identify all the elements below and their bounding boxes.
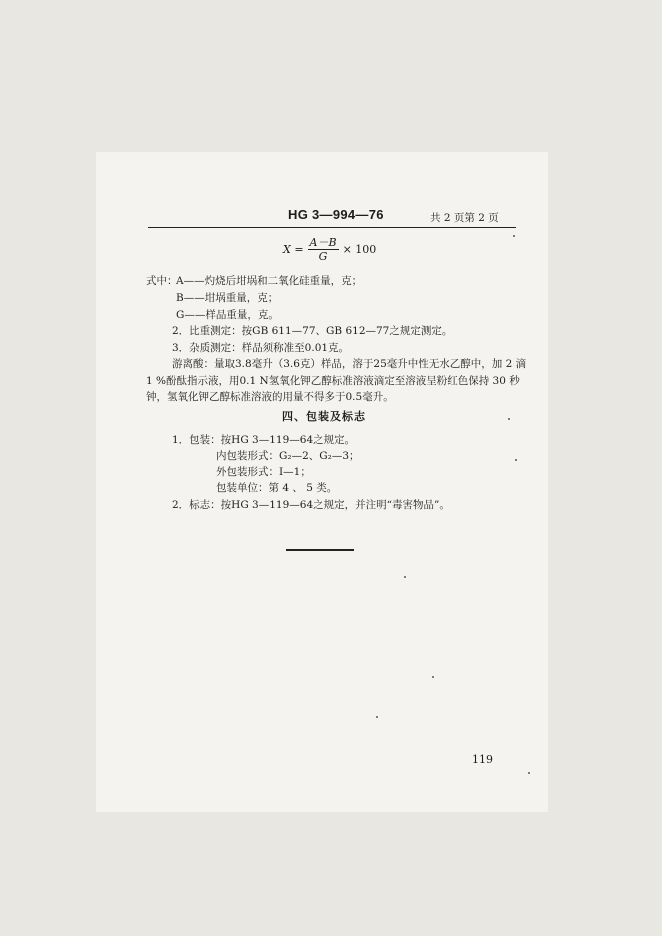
where-b: B——坩埚重量，克； <box>176 292 279 304</box>
page-number: 119 <box>472 753 493 766</box>
formula-numerator: A－B <box>309 236 337 249</box>
section-title: 四、包装及标志 <box>282 410 366 423</box>
where-a: A——灼烧后坩埚和二氧化硅重量，克； <box>176 275 363 287</box>
scan-speck <box>513 235 515 237</box>
marking-line: 2．标志：按HG 3—119—64之规定，并注明“毒害物品”。 <box>172 499 450 511</box>
inner-packaging: 内包装形式：G₂—2、G₂—3； <box>216 450 360 462</box>
where-prefix: 式中： <box>146 275 178 287</box>
packaging-unit: 包装单位：第 4 、 5 类。 <box>216 482 338 494</box>
end-rule <box>286 549 354 551</box>
standard-code: HG 3—994—76 <box>288 207 384 222</box>
header-rule <box>148 227 516 228</box>
scan-speck <box>376 716 378 718</box>
scan-speck <box>432 676 434 678</box>
acid-line-3: 钟，氢氧化钾乙醇标准溶液的用量不得多于0.5毫升。 <box>146 391 394 403</box>
scan-speck <box>508 418 510 420</box>
scan-speck <box>515 459 517 461</box>
scan-speck <box>404 576 406 578</box>
formula-fraction <box>308 236 339 263</box>
outer-packaging: 外包装形式：Ⅰ—1； <box>216 466 311 478</box>
formula-denominator: G <box>318 250 328 263</box>
scan-speck <box>528 772 530 774</box>
formula-rhs: × 100 <box>342 243 377 256</box>
item-density: 2．比重测定：按GB 611—77、GB 612—77之规定测定。 <box>172 325 453 337</box>
acid-line-1: 游离酸：量取3.8毫升（3.6克）样品，溶于25毫升中性无水乙醇中，加 2 滴 <box>172 358 527 370</box>
item-impurity: 3．杂质测定：样品须称准至0.01克。 <box>172 342 350 354</box>
where-g: G——样品重量，克。 <box>176 309 279 321</box>
page-info: 共 2 页第 2 页 <box>430 212 499 224</box>
formula-lhs: X = <box>283 243 304 256</box>
formula <box>283 236 376 263</box>
packaging-line: 1．包装：按HG 3—119—64之规定。 <box>172 434 356 446</box>
acid-line-2: 1 %酚酞指示液，用0.1 N氢氧化钾乙醇标准溶液滴定至溶液呈粉红色保持 30 秒 <box>146 375 520 387</box>
